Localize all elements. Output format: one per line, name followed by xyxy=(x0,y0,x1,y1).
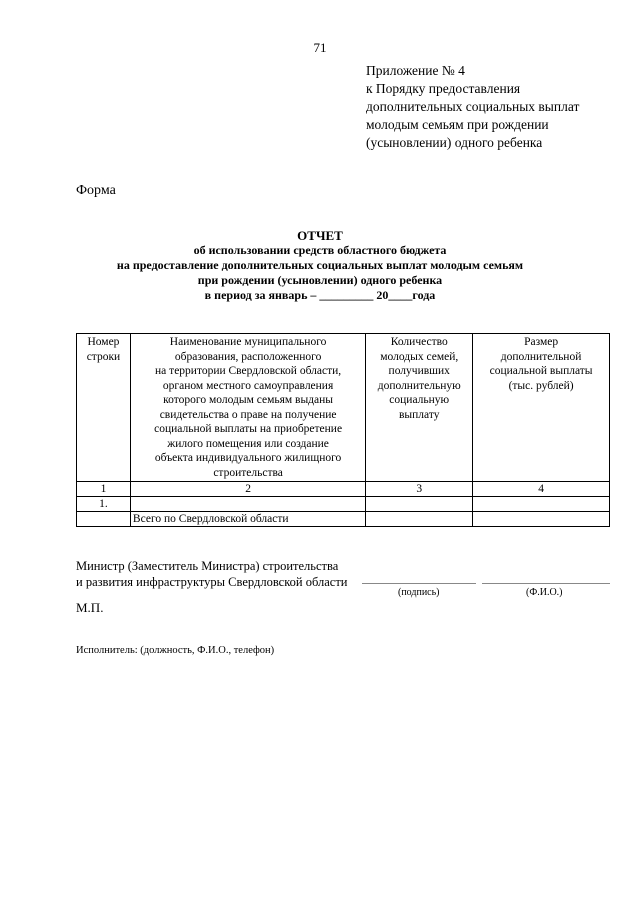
report-period-line: в период за январь – _________ 20____года xyxy=(204,288,436,302)
header-text: дополнительной xyxy=(500,350,582,363)
header-text: жилого помещения или создание xyxy=(167,437,329,450)
report-title: ОТЧЕТ xyxy=(297,228,343,243)
header-text: выплату xyxy=(398,408,440,421)
header-text: Размер xyxy=(524,336,559,348)
appendix-line: дополнительных социальных выплат xyxy=(366,99,580,114)
header-text: Наименование муниципального xyxy=(169,336,327,348)
header-text: получивших xyxy=(388,365,450,377)
header-text: Номер xyxy=(87,336,120,348)
appendix-line: (усыновлении) одного ребенка xyxy=(366,135,543,150)
header-text: которого молодым семьям выданы xyxy=(163,394,334,406)
appendix-line: Приложение № 4 xyxy=(366,63,465,78)
report-subtitle-line: на предоставление дополнительных социальных выплат молодым семьям xyxy=(116,258,524,272)
table-row xyxy=(77,497,610,512)
header-text: дополнительную xyxy=(377,379,461,392)
signature-caption: (подпись) xyxy=(398,587,440,598)
appendix-line: к Порядку предоставления xyxy=(366,81,521,96)
name-underline xyxy=(482,583,610,584)
table-cell xyxy=(366,512,473,527)
signature-block xyxy=(76,558,347,590)
header-text: строительства xyxy=(213,466,283,479)
table-cell: 1. xyxy=(77,497,131,512)
header-text: строки xyxy=(86,350,121,363)
header-row-number xyxy=(77,334,131,482)
header-text: свидетельства о праве на получение xyxy=(159,408,337,421)
column-number: 2 xyxy=(130,482,365,497)
header-text: социальную xyxy=(389,394,450,406)
stamp-label: М.П. xyxy=(76,600,104,615)
column-number: 4 xyxy=(473,482,610,497)
form-label: Форма xyxy=(76,183,116,198)
header-text: органом местного самоуправления xyxy=(162,379,334,392)
executor-line: Исполнитель: (должность, Ф.И.О., телефон) xyxy=(76,645,275,656)
header-municipality xyxy=(130,334,365,482)
header-text: молодых семей, xyxy=(380,350,459,363)
signature-underline xyxy=(362,583,476,584)
report-table xyxy=(76,333,610,527)
header-text: объекта индивидуального жилищного xyxy=(154,452,342,464)
table-cell xyxy=(130,497,365,512)
column-number: 1 xyxy=(77,482,131,497)
header-families-count xyxy=(366,334,473,482)
name-caption: (Ф.И.О.) xyxy=(526,587,563,598)
report-subtitle-line: при рождении (усыновлении) одного ребенка xyxy=(197,273,443,287)
column-number-row xyxy=(77,482,610,497)
header-text: образования, расположенного xyxy=(174,350,322,363)
header-text: социальной выплаты xyxy=(489,365,593,377)
table-header-row xyxy=(77,334,610,482)
header-text: на территории Свердловской области, xyxy=(155,365,342,377)
column-number: 3 xyxy=(366,482,473,497)
report-subtitle-line: об использовании средств областного бюджета xyxy=(193,243,447,257)
table-cell xyxy=(473,497,610,512)
total-label: Всего по Свердловской области xyxy=(130,512,365,527)
table-row-total xyxy=(77,512,610,527)
page-number: 71 xyxy=(313,40,327,55)
table-cell xyxy=(473,512,610,527)
table-cell xyxy=(77,512,131,527)
header-text: социальной выплаты на приобретение xyxy=(154,423,343,435)
appendix-block xyxy=(366,62,579,152)
table-cell xyxy=(366,497,473,512)
header-text: (тыс. рублей) xyxy=(508,379,574,392)
report-heading xyxy=(0,228,640,303)
appendix-line: молодым семьям при рождении xyxy=(366,117,549,132)
header-payment-amount xyxy=(473,334,610,482)
header-text: Количество xyxy=(390,336,448,348)
signature-line-1: Министр (Заместитель Министра) строительства xyxy=(76,559,339,573)
signature-line-2: и развития инфраструктуры Свердловской области xyxy=(76,575,348,589)
